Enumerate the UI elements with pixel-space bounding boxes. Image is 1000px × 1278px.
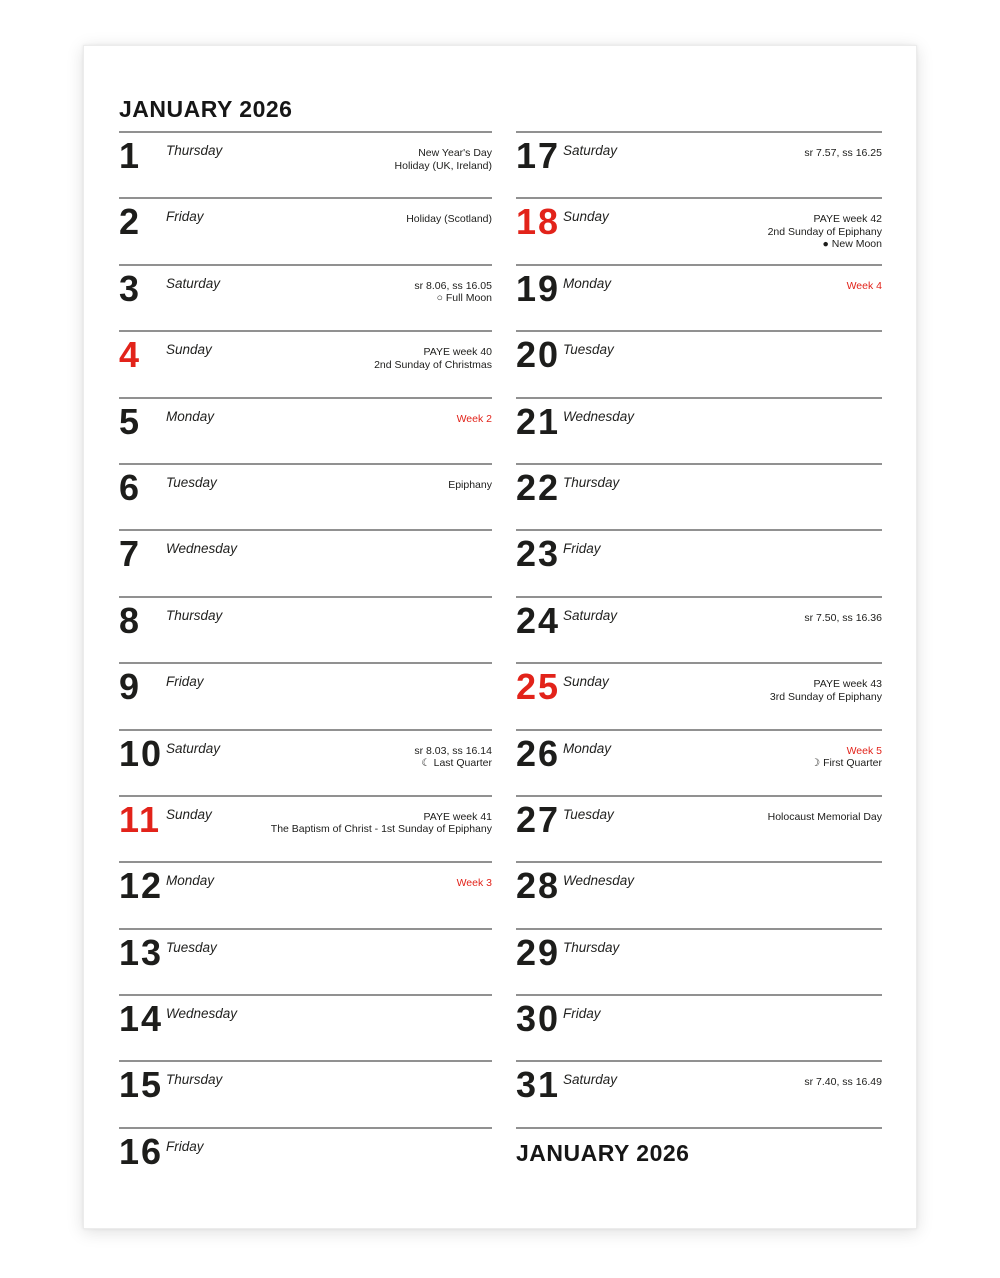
day-notes <box>768 811 882 824</box>
note-text: PAYE week 43 <box>813 678 882 691</box>
day-row <box>119 1060 492 1126</box>
day-row <box>516 330 882 396</box>
weekday-label: Monday <box>166 873 215 889</box>
day-notes <box>804 1076 882 1089</box>
note-text: 2nd Sunday of Christmas <box>374 358 492 371</box>
day-number: 24 <box>516 599 561 641</box>
weekday-label: Sunday <box>563 209 609 225</box>
note-line <box>395 160 492 173</box>
day-number: 28 <box>516 865 561 907</box>
day-row <box>516 131 882 197</box>
footer-row <box>516 1127 882 1193</box>
day-number: 12 <box>119 865 164 907</box>
calendar-content <box>119 46 880 1228</box>
day-notes <box>804 612 882 625</box>
day-number: 25 <box>516 666 561 708</box>
weekday-label: Thursday <box>166 143 223 158</box>
day-notes <box>847 280 882 293</box>
day-number: 5 <box>119 400 142 442</box>
day-number: 29 <box>516 931 561 973</box>
day-number: 13 <box>119 931 164 973</box>
day-notes <box>457 413 492 426</box>
note-line <box>271 811 492 824</box>
note-text: The Baptism of Christ - 1st Sunday of Epiphany <box>270 823 492 836</box>
weekday-label: Friday <box>166 674 204 690</box>
note-line <box>811 757 882 770</box>
note-text: sr 8.03, ss 16.14 <box>414 744 492 757</box>
day-notes <box>406 213 492 226</box>
note-text: sr 7.57, ss 16.25 <box>804 147 882 159</box>
note-text: Last Quarter <box>433 757 492 770</box>
day-notes <box>271 811 492 836</box>
day-row <box>516 1060 882 1126</box>
day-row <box>516 861 882 927</box>
weekday-label: Wednesday <box>563 873 635 889</box>
footer-month-title: JANUARY 2026 <box>516 1139 690 1166</box>
day-row <box>119 131 492 197</box>
weekday-label: Sunday <box>166 342 212 358</box>
day-number: 23 <box>516 533 561 575</box>
note-text: Week 4 <box>846 279 882 292</box>
day-row <box>516 596 882 662</box>
weekday-label: Tuesday <box>563 342 614 358</box>
note-line <box>804 147 882 160</box>
day-notes <box>770 678 882 703</box>
note-line <box>414 292 492 305</box>
note-text: sr 8.06, ss 16.05 <box>414 279 492 292</box>
day-number: 2 <box>119 201 142 243</box>
day-row <box>516 795 882 861</box>
note-text: Week 5 <box>846 744 882 757</box>
note-line <box>457 413 492 426</box>
day-row <box>516 662 882 728</box>
day-row <box>516 197 882 263</box>
note-line <box>374 359 492 372</box>
weekday-label: Tuesday <box>166 474 217 490</box>
weekday-label: Tuesday <box>166 939 217 955</box>
day-number: 1 <box>119 135 142 176</box>
day-number: 11 <box>119 798 162 840</box>
day-number: 27 <box>516 798 561 840</box>
day-number: 20 <box>516 334 561 376</box>
day-notes <box>811 745 882 770</box>
note-line <box>768 811 882 824</box>
note-line <box>811 745 882 758</box>
day-row <box>119 463 492 529</box>
day-number: 3 <box>119 267 142 309</box>
weekday-label: Monday <box>563 740 612 756</box>
day-row <box>119 928 492 994</box>
new-moon-icon: ● <box>822 238 829 251</box>
note-text: Epiphany <box>448 478 492 491</box>
weekday-label: Tuesday <box>563 806 614 822</box>
weekday-label: Thursday <box>563 474 620 490</box>
day-number: 22 <box>516 466 561 508</box>
note-line <box>414 745 492 758</box>
calendar-page <box>83 45 917 1229</box>
day-row <box>516 264 882 330</box>
day-notes <box>804 147 882 160</box>
day-number: 6 <box>119 466 142 508</box>
note-line <box>448 479 492 492</box>
weekday-label: Monday <box>166 408 215 424</box>
day-number: 16 <box>119 1130 164 1172</box>
day-number: 10 <box>119 732 164 774</box>
weekday-label: Wednesday <box>166 1006 238 1022</box>
day-row <box>119 662 492 728</box>
day-notes <box>414 280 492 305</box>
day-row <box>119 994 492 1060</box>
column-right <box>516 131 882 1193</box>
day-notes <box>374 346 492 371</box>
day-number: 15 <box>119 1064 164 1106</box>
note-text: Week 2 <box>456 412 492 425</box>
note-line <box>457 877 492 890</box>
note-line <box>804 612 882 625</box>
day-number: 19 <box>516 267 561 309</box>
note-text: PAYE week 42 <box>813 213 882 226</box>
note-line <box>768 213 882 226</box>
day-row <box>516 994 882 1060</box>
note-line <box>768 238 882 251</box>
weekday-label: Sunday <box>563 674 609 690</box>
day-columns <box>119 131 880 1193</box>
column-left <box>119 131 492 1193</box>
last-quarter-moon-icon: ☾ <box>421 757 431 770</box>
weekday-label: Saturday <box>563 143 618 158</box>
note-line <box>414 757 492 770</box>
day-row <box>516 463 882 529</box>
day-notes <box>457 877 492 890</box>
note-text: 3rd Sunday of Epiphany <box>769 690 882 703</box>
note-line <box>770 691 882 704</box>
note-text: Full Moon <box>445 292 492 305</box>
day-number: 14 <box>119 998 164 1040</box>
first-quarter-moon-icon: ☽ <box>810 757 821 770</box>
day-row <box>119 264 492 330</box>
note-text: New Moon <box>831 238 882 251</box>
day-row <box>119 197 492 263</box>
weekday-label: Wednesday <box>166 541 238 557</box>
note-text: Holiday (UK, Ireland) <box>394 159 492 172</box>
day-number: 26 <box>516 732 561 774</box>
day-number: 7 <box>119 533 142 575</box>
weekday-label: Friday <box>563 541 601 557</box>
day-number: 17 <box>516 135 561 176</box>
note-text: 2nd Sunday of Epiphany <box>767 225 882 238</box>
day-row <box>119 330 492 396</box>
day-number: 4 <box>119 334 142 376</box>
note-line <box>414 280 492 293</box>
note-line <box>804 1076 882 1089</box>
weekday-label: Saturday <box>166 740 221 756</box>
note-line <box>847 280 882 293</box>
day-row <box>119 529 492 595</box>
day-row <box>119 795 492 861</box>
day-row <box>119 729 492 795</box>
weekday-label: Saturday <box>563 607 618 623</box>
day-row <box>119 397 492 463</box>
weekday-label: Friday <box>166 209 204 225</box>
note-text: sr 7.50, ss 16.36 <box>804 611 882 624</box>
day-number: 30 <box>516 998 561 1040</box>
note-line <box>768 226 882 239</box>
note-line <box>395 147 492 160</box>
weekday-label: Saturday <box>563 1072 618 1088</box>
note-text: Holocaust Memorial Day <box>767 810 882 823</box>
day-number: 18 <box>516 201 561 243</box>
day-row <box>119 861 492 927</box>
day-number: 9 <box>119 666 142 708</box>
weekday-label: Monday <box>563 275 612 291</box>
weekday-label: Sunday <box>166 806 212 822</box>
note-text: New Year's Day <box>418 147 492 159</box>
weekday-label: Wednesday <box>563 408 635 424</box>
note-line <box>770 678 882 691</box>
note-text: PAYE week 40 <box>423 346 492 359</box>
day-number: 31 <box>516 1064 561 1106</box>
full-moon-icon: ○ <box>436 292 443 305</box>
day-row <box>516 397 882 463</box>
note-line <box>406 213 492 226</box>
day-number: 21 <box>516 400 561 442</box>
day-notes <box>414 745 492 770</box>
note-text: sr 7.40, ss 16.49 <box>804 1076 882 1089</box>
note-text: First Quarter <box>823 757 882 770</box>
weekday-label: Thursday <box>166 607 223 623</box>
note-line <box>271 823 492 836</box>
day-notes <box>448 479 492 492</box>
day-notes <box>768 213 882 251</box>
day-row <box>119 1127 492 1193</box>
weekday-label: Friday <box>563 1006 601 1022</box>
day-row <box>119 596 492 662</box>
day-number: 8 <box>119 599 142 641</box>
weekday-label: Thursday <box>166 1072 223 1088</box>
note-text: Holiday (Scotland) <box>406 213 492 226</box>
day-row <box>516 729 882 795</box>
day-row <box>516 928 882 994</box>
page-title: JANUARY 2026 <box>119 96 293 122</box>
note-line <box>374 346 492 359</box>
day-row <box>516 529 882 595</box>
weekday-label: Friday <box>166 1138 204 1154</box>
note-text: PAYE week 41 <box>423 810 492 823</box>
weekday-label: Thursday <box>563 939 620 955</box>
note-text: Week 3 <box>456 877 492 890</box>
day-notes <box>395 147 492 172</box>
weekday-label: Saturday <box>166 275 221 291</box>
